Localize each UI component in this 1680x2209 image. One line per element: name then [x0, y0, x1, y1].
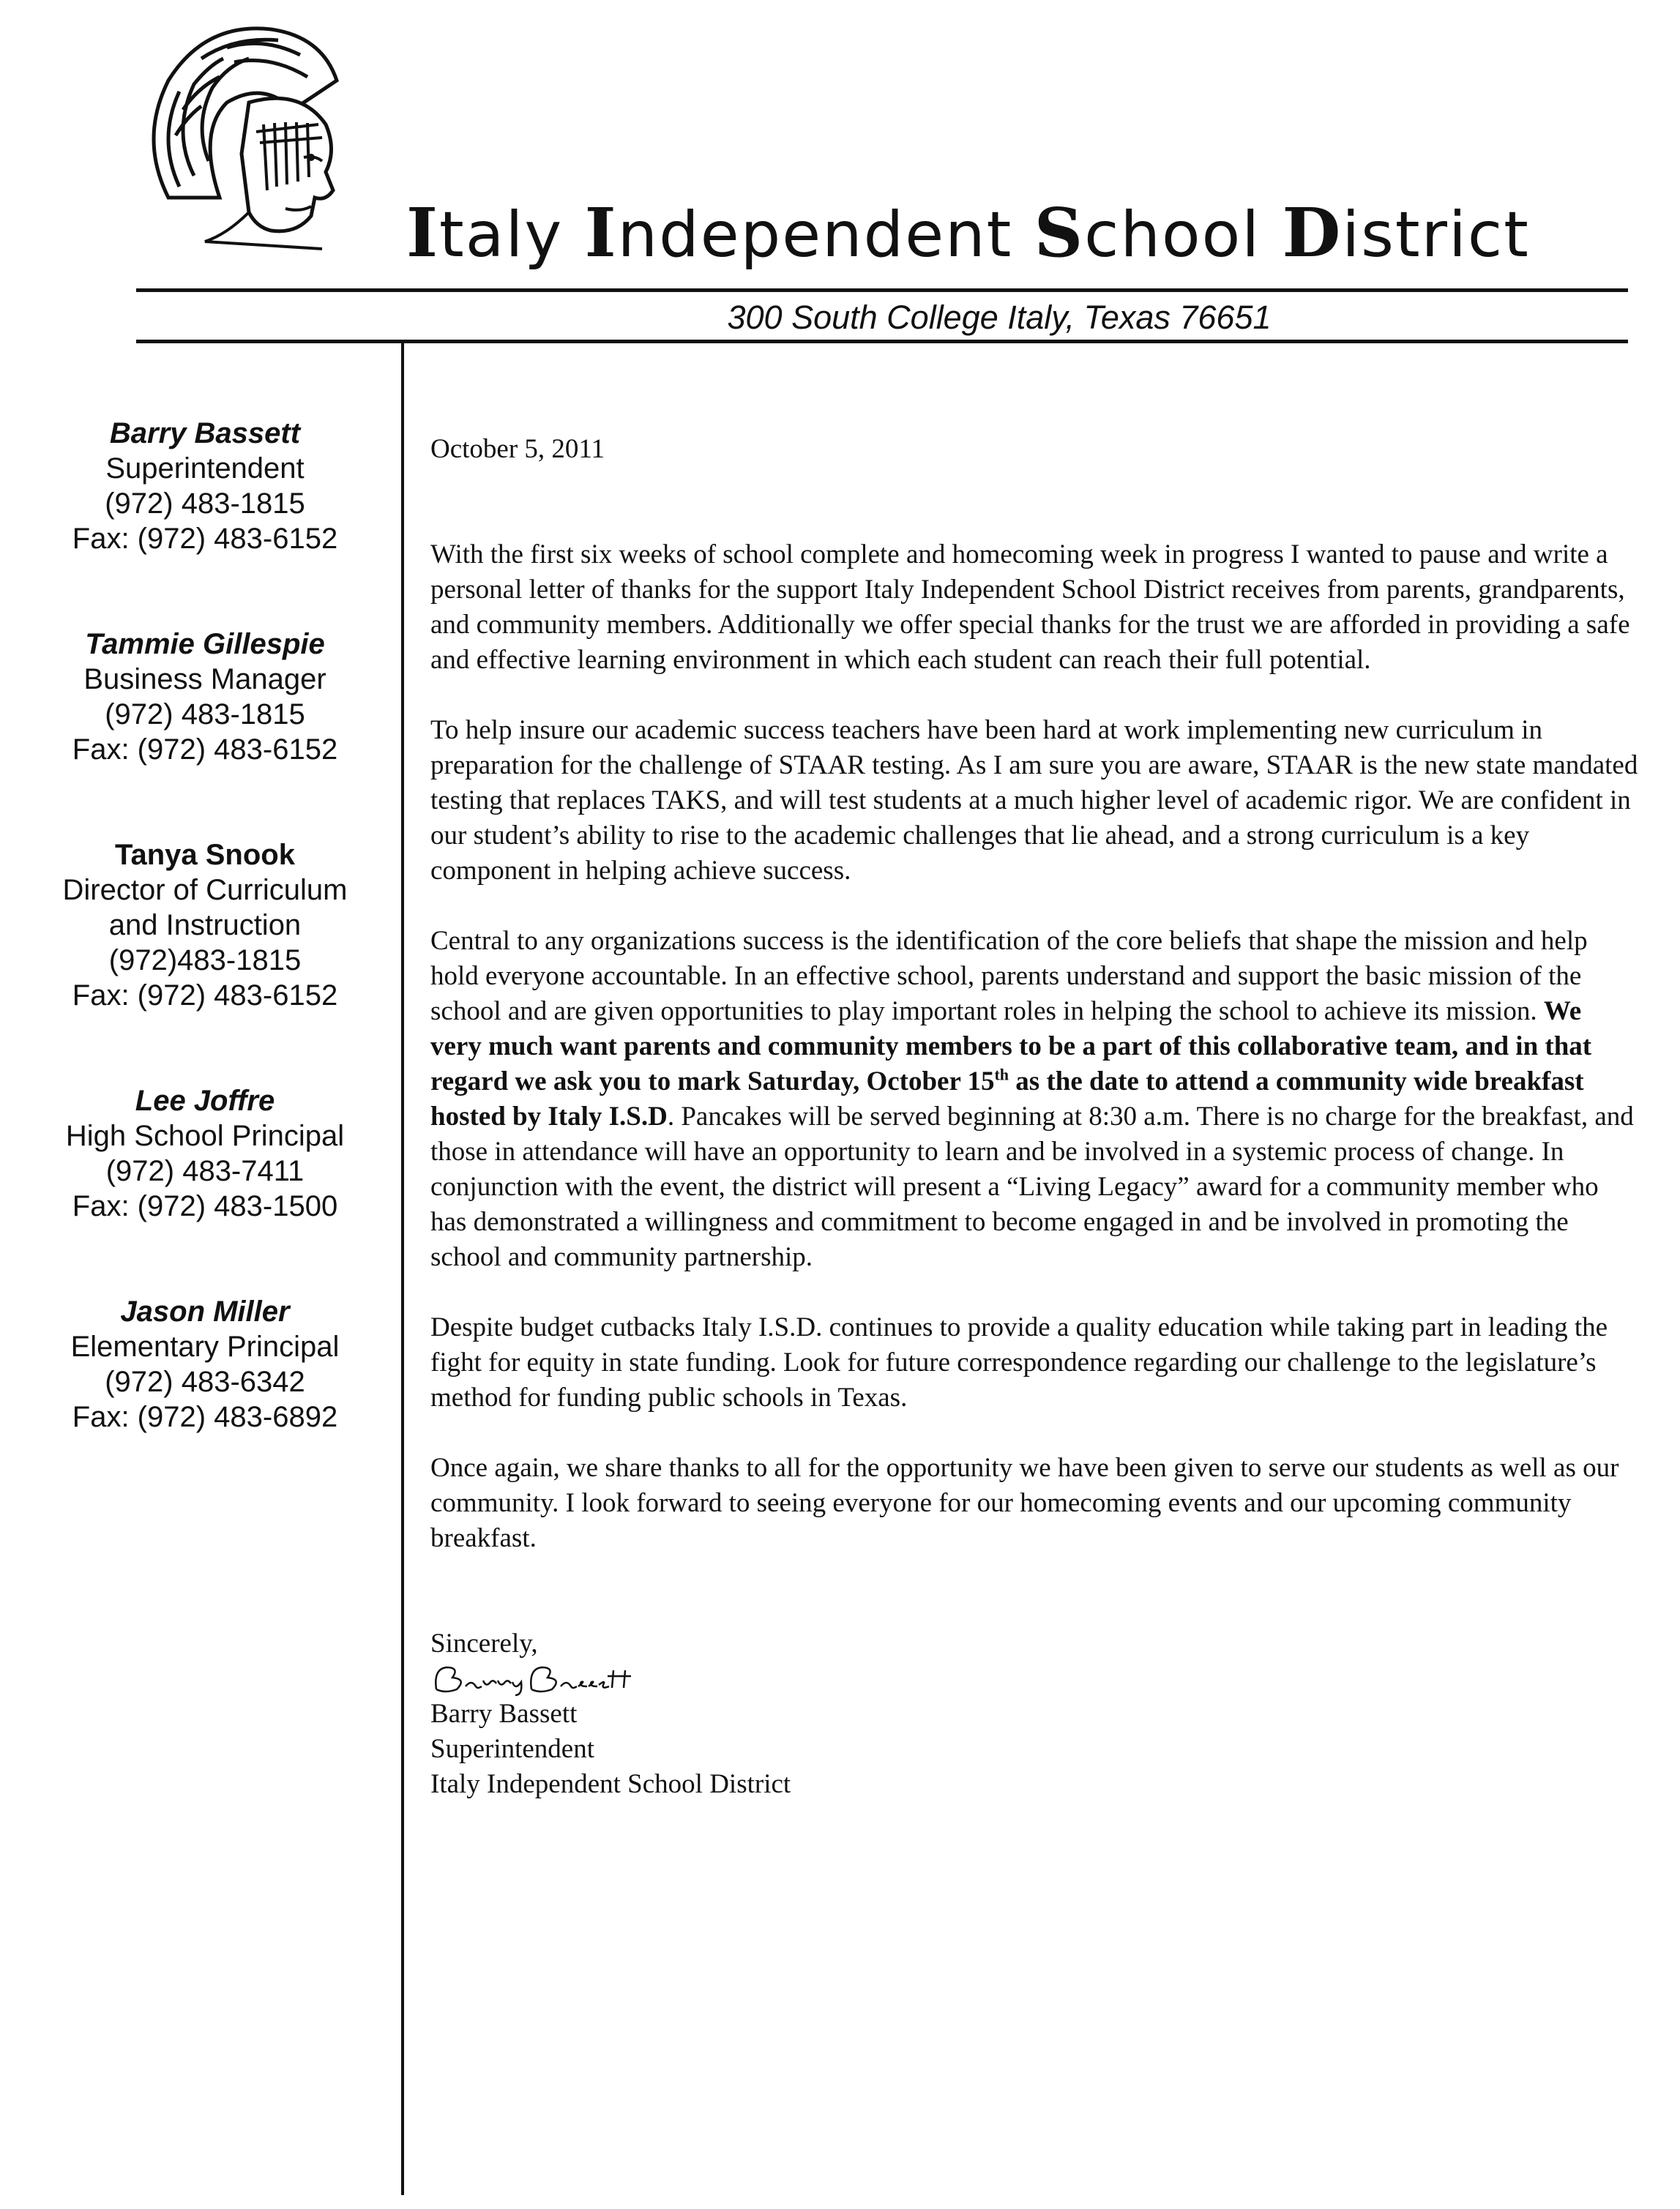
paragraph-breakfast-details: . Pancakes will be served beginning at 8:30 a.m. There is no charge for the breakfast, and those in attendance will have an opportunity to learn and be involved in a systemic process of change. In conjunction with the event, the district will present a “Living Legacy” award for a community member who has demonstrated a willingness and commitment to become engaged in and be involved in promoting the school and community partnership.: [430, 1102, 1634, 1272]
staff-name: Tammie Gillespie: [85, 628, 325, 660]
staff-fax: Fax: (972) 483-6152: [72, 523, 338, 555]
staff-name: Lee Joffre: [135, 1085, 275, 1117]
letter-date: October 5, 2011: [430, 434, 605, 464]
staff-phone: (972)483-1815: [108, 944, 302, 976]
signer-organization: Italy Independent School District: [430, 1769, 791, 1799]
breakfast-invitation: We very much want parents and community members to be a part of this collaborative team, and in that regard we ask you to mark Saturday, October 15th as the date to attend a community wide breakfast hosted by Italy I.S.D: [430, 996, 1592, 1132]
staff-title: High School Principal: [65, 1120, 345, 1152]
staff-name: Barry Bassett: [109, 417, 301, 449]
staff-fax: Fax: (972) 483-6152: [72, 733, 338, 766]
header-top-divider: [136, 288, 1628, 292]
staff-title: Elementary Principal: [70, 1331, 340, 1363]
staff-title: Director of Curriculum: [62, 874, 348, 906]
paragraph-breakfast: [430, 924, 1638, 1275]
trojan-helmet-mascot-icon: [139, 15, 351, 256]
staff-directory: [37, 416, 373, 1505]
paragraph-closing-thanks: Once again, we share thanks to all for the opportunity we have been given to serve our students as well as our community. I look forward to seeing everyone for our homecoming events and our upcoming community breakfast.: [430, 1453, 1619, 1553]
staff-entry-business-manager: [37, 627, 373, 767]
staff-entry-elementary-principal: [37, 1294, 373, 1435]
staff-phone: (972) 483-6342: [105, 1366, 305, 1398]
signer-name: Barry Bassett: [430, 1699, 578, 1729]
header-bottom-divider: [136, 340, 1628, 343]
staff-entry-superintendent: [37, 416, 373, 556]
staff-name: Tanya Snook: [115, 839, 295, 871]
staff-entry-high-school-principal: [37, 1083, 373, 1224]
paragraph-thanks: With the first six weeks of school complete and homecoming week in progress I wanted to pause and write a personal letter of thanks for the support Italy Independent School District receives from parents, grandparents, and community members. Additionally we offer special thanks for the trust we are afforded in providing a safe and effective learning environment in which each student can reach their full potential.: [430, 539, 1630, 675]
staff-fax: Fax: (972) 483-6152: [72, 979, 338, 1012]
handwritten-signature: [430, 1662, 1638, 1697]
closing-salutation: Sincerely,: [430, 1629, 538, 1659]
sidebar-divider: [401, 343, 404, 2195]
staff-title-continued: and Instruction: [108, 909, 302, 941]
paragraph-funding: Despite budget cutbacks Italy I.S.D. continues to provide a quality education while taking part in leading the fight for equity in state funding. Look for future correspondence regarding our challenge to the legislature’s method for funding public schools in Texas.: [430, 1312, 1608, 1413]
paragraph-curriculum: To help insure our academic success teachers have been hard at work implementing new curriculum in preparation for the challenge of STAAR testing. As I am sure you are aware, STAAR is the new state mandated testing that replaces TAKS, and will test students at a much higher level of academic rigor. We are confident in our student’s ability to rise to the academic challenges that lie ahead, and a strong curriculum is a key component in helping achieve success.: [430, 715, 1638, 886]
letter-closing: [430, 1626, 1638, 1802]
staff-phone: (972) 483-7411: [105, 1155, 305, 1187]
staff-phone: (972) 483-1815: [105, 698, 305, 730]
staff-fax: Fax: (972) 483-1500: [72, 1190, 338, 1222]
signer-title: Superintendent: [430, 1734, 595, 1764]
staff-title: Business Manager: [83, 663, 326, 695]
staff-entry-curriculum-director: [37, 837, 373, 1013]
staff-fax: Fax: (972) 483-6892: [72, 1401, 338, 1433]
staff-name: Jason Miller: [120, 1296, 290, 1328]
letter-body: [430, 432, 1638, 1802]
paragraph-breakfast-intro: Central to any organizations success is the identification of the core beliefs that shape the mission and help hold everyone accountable. In an effective school, parents understand and support the basic mission of the school and are given opportunities to play important roles in helping the school to achieve its mission.: [430, 926, 1588, 1026]
district-address: 300 South College Italy, Texas 76651: [727, 299, 1272, 336]
district-name-heading: Italy Independent School District: [406, 193, 1530, 272]
staff-title: Superintendent: [105, 452, 305, 485]
staff-phone: (972) 483-1815: [105, 487, 305, 520]
